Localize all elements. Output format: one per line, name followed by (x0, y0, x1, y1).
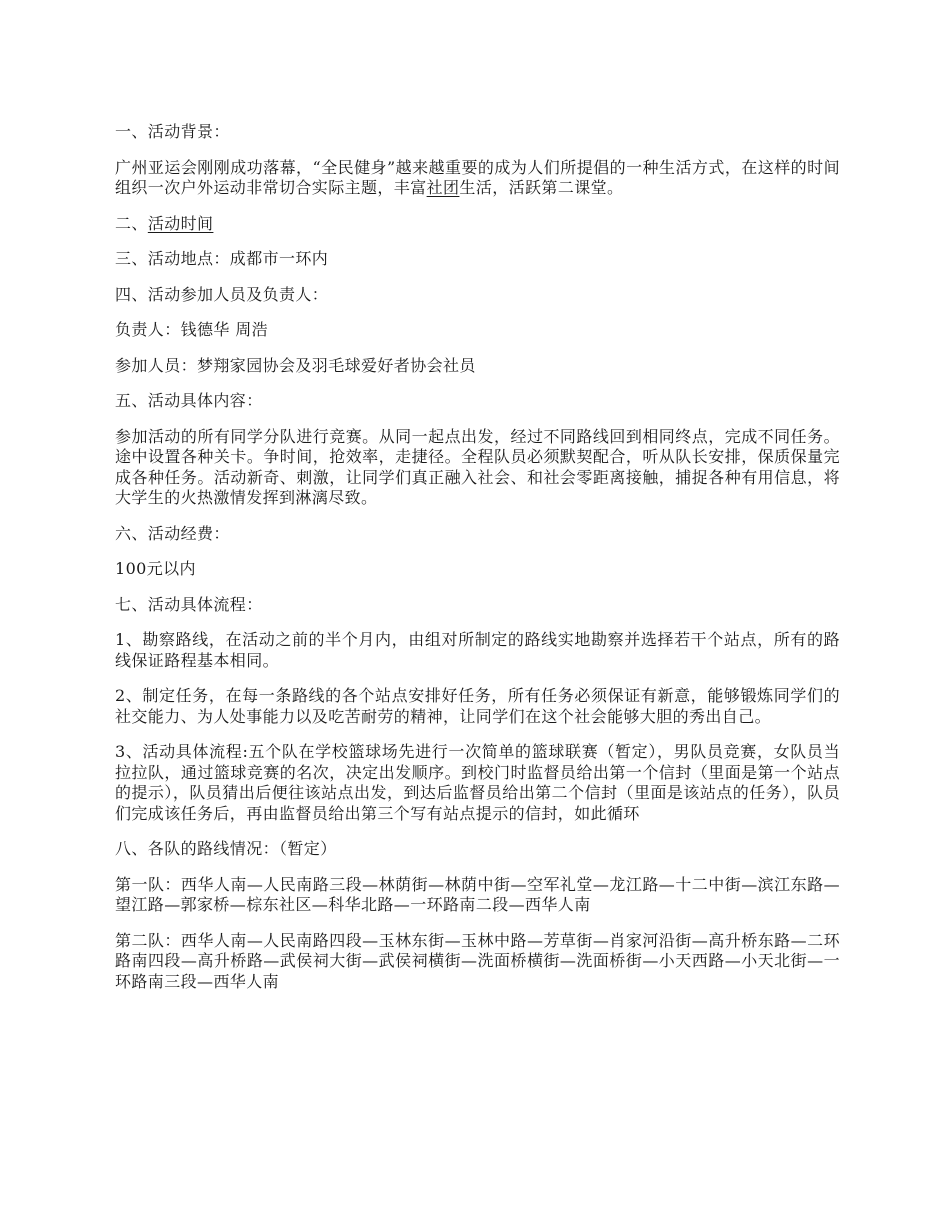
heading-routes: 八、各队的路线情况：（暂定） (115, 839, 337, 858)
heading-content: 五、活动具体内容： (115, 391, 263, 410)
heading-budget: 六、活动经费： (115, 523, 230, 543)
process-step-1: 1、勘察路线，在活动之前的半个月内，由组对所制定的路线实地勘察并选择若干个站点，所有的路线保证路程基本相同。 (115, 630, 840, 670)
route-team-1: 第一队：西华人南—人民南路三段—林荫街—林荫中街—空军礼堂—龙江路—十二中街—滨江东路—望江路—郭家桥—棕东社区—科华北路—一环路南二段—西华人南 (115, 874, 840, 914)
heading-process: 七、活动具体流程： (115, 594, 263, 614)
participants-line: 参加人员：梦翔家园协会及羽毛球爱好者协会社员 (115, 355, 476, 375)
background-paragraph (115, 158, 840, 199)
leader-line: 负责人：钱德华 周浩 (115, 320, 269, 339)
heading-location: 三、活动地点：成都市一环内 (115, 249, 329, 268)
background-text-a: 广州亚运会刚刚成功落幕，“全民健身”越来越重要的成为人们所提倡的一种生活方式，在这样的时间组织一次户外运动非常切合实际主题，丰富 (115, 157, 840, 197)
heading-background: 一、活动背景： (115, 122, 230, 141)
budget-line: 100元以内 (115, 559, 196, 578)
route-team-2: 第二队：西华人南—人民南路四段—玉林东街—玉林中路—芳草街—肖家河沿街—高升桥东路—二环路南四段—高升桥路—武侯祠大街—武侯祠横街—洗面桥横街—洗面桥街—小天西路—小天北街—一环路南三段—西华人南 (115, 930, 840, 991)
background-text-b: 生活，活跃第二课堂。 (459, 178, 624, 197)
heading-participants: 四、活动参加人员及负责人： (115, 284, 329, 304)
club-link[interactable]: 社团 (426, 178, 460, 197)
activity-time-link[interactable]: 活动时间 (147, 213, 214, 233)
content-paragraph: 参加活动的所有同学分队进行竞赛。从同一起点出发，经过不同路线回到相同终点，完成不同任务。途中设置各种关卡。争时间，抢效率，走捷径。全程队员必须默契配合，听从队长安排，保质保量完成各种任务。活动新奇、刺激，让同学们真正融入社会、和社会零距离接触，捕捉各种有用信息，将大学生的火热激情发挥到淋漓尽致。 (115, 426, 840, 507)
process-step-3: 3、活动具体流程:五个队在学校篮球场先进行一次简单的篮球联赛（暂定），男队员竞赛，女队员当拉拉队，通过篮球竞赛的名次，决定出发顺序。到校门时监督员给出第一个信封（里面是第一个站点的提示），队员猜出后便往该站点出发，到达后监督员给出第二个信封（里面是该站点的任务），队员们完成该任务后，再由监督员给出第三个写有站点提示的信封，如此循环 (115, 742, 840, 823)
heading-time-prefix: 二、 (115, 213, 148, 233)
heading-time (115, 214, 840, 235)
document-body (115, 122, 840, 1007)
process-step-2: 2、制定任务，在每一条路线的各个站点安排好任务，所有任务必须保证有新意，能够锻炼同学们的社交能力、为人处事能力以及吃苦耐劳的精神，让同学们在这个社会能够大胆的秀出自己。 (115, 686, 840, 726)
